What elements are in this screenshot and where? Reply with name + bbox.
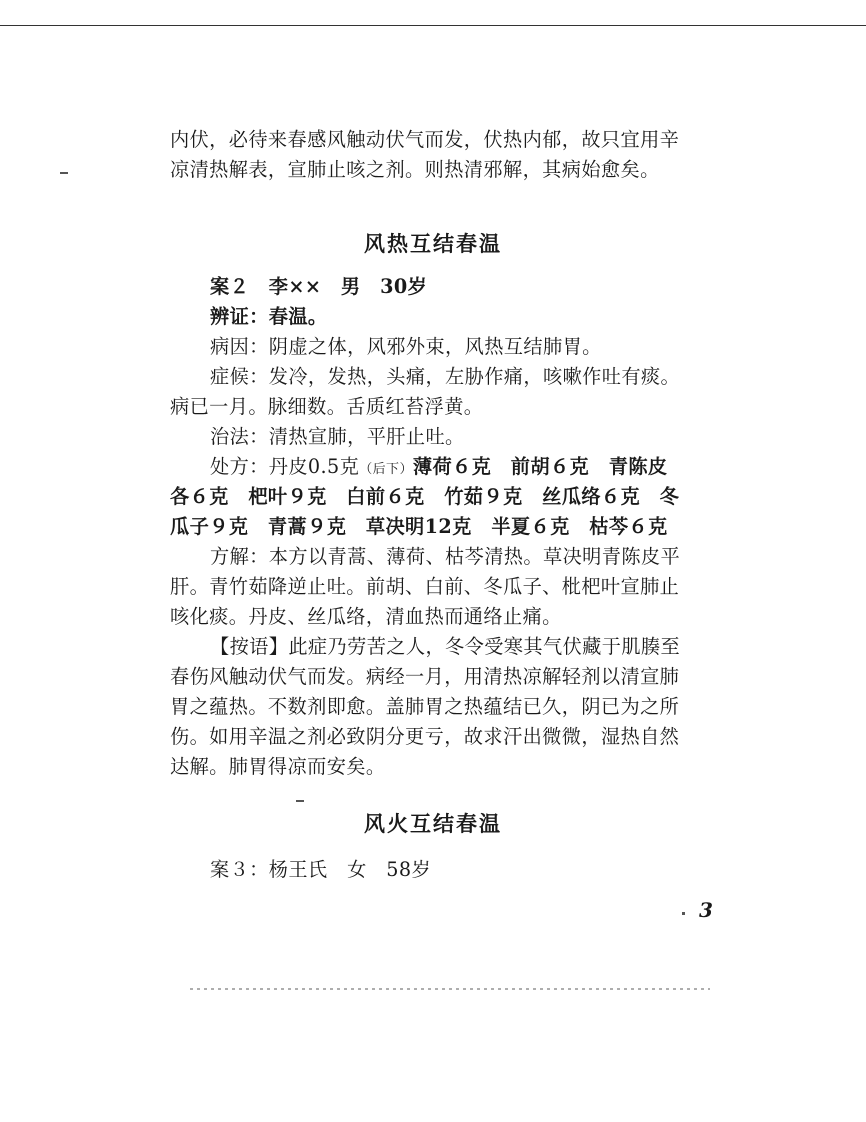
- scan-speck: [60, 172, 68, 174]
- bingyin-line: 病因：阴虚之体，风邪外束，风热互结肺胃。: [210, 335, 602, 358]
- bianzheng-line: 辨证：春温。: [210, 305, 328, 328]
- fangjie-line: 肝。青竹茹降逆止吐。前胡、白前、冬瓜子、枇杷叶宣肺止: [170, 575, 680, 598]
- section-heading-2: 风火互结春温: [364, 812, 502, 836]
- case-3-block: [170, 855, 745, 885]
- fangjie-line: 方解：本方以青蒿、薄荷、枯芩清热。草决明青陈皮平: [210, 545, 681, 568]
- anyu-line: 伤。如用辛温之剂必致阴分更亏，故求汗出微微，湿热自然: [170, 725, 680, 748]
- chufang-line: 瓜子９克 青蒿９克 草决明12克 半夏６克 枯芩６克: [170, 515, 668, 538]
- top-rule: [0, 25, 866, 26]
- intro-paragraph: [170, 125, 745, 185]
- chufang-line: [170, 452, 745, 482]
- zhifa-line: 治法：清热宣肺，平肝止吐。: [210, 425, 465, 448]
- chufang-line: 各６克 杷叶９克 白前６克 竹茹９克 丝瓜络６克 冬: [170, 485, 680, 508]
- section-heading-1: 风热互结春温: [364, 232, 502, 256]
- anyu-line: 达解。肺胃得凉而安矣。: [170, 755, 386, 778]
- case-line: 案３：杨王氏 女 58岁: [210, 858, 432, 881]
- chufang-text: 处方：丹皮0.5克: [210, 455, 360, 478]
- anyu-line: 【按语】此症乃劳苦之人，冬令受寒其气伏藏于肌腠至: [210, 635, 681, 658]
- text-line: 凉清热解表，宣肺止咳之剂。则热清邪解，其病始愈矣。: [170, 158, 660, 181]
- zhenghou-line: 症候：发冷，发热，头痛，左胁作痛，咳嗽作吐有痰。: [210, 365, 681, 388]
- text-line: 内伏，必待来春感风触动伏气而发，伏热内郁，故只宜用辛: [170, 128, 680, 151]
- zhenghou-line: 病已一月。脉细数。舌质红苔浮黄。: [170, 395, 484, 418]
- anyu-line: 胃之蕴热。不数剂即愈。盖肺胃之热蕴结已久，阴已为之所: [170, 695, 680, 718]
- chufang-note: （后下）: [359, 462, 413, 477]
- scan-speck: [682, 912, 685, 915]
- scan-artifact-line: [190, 988, 710, 990]
- page-number: 3: [699, 898, 713, 922]
- fangjie-line: 咳化痰。丹皮、丝瓜络，清血热而通络止痛。: [170, 605, 562, 628]
- chufang-text: 薄荷６克 前胡６克 青陈皮: [412, 455, 668, 478]
- anyu-line: 春伤风触动伏气而发。病经一月，用清热凉解轻剂以清宣肺: [170, 665, 680, 688]
- scan-speck: [296, 800, 304, 802]
- case-2-block: [170, 272, 745, 782]
- case-line: 案２ 李×× 男 30岁: [210, 275, 428, 298]
